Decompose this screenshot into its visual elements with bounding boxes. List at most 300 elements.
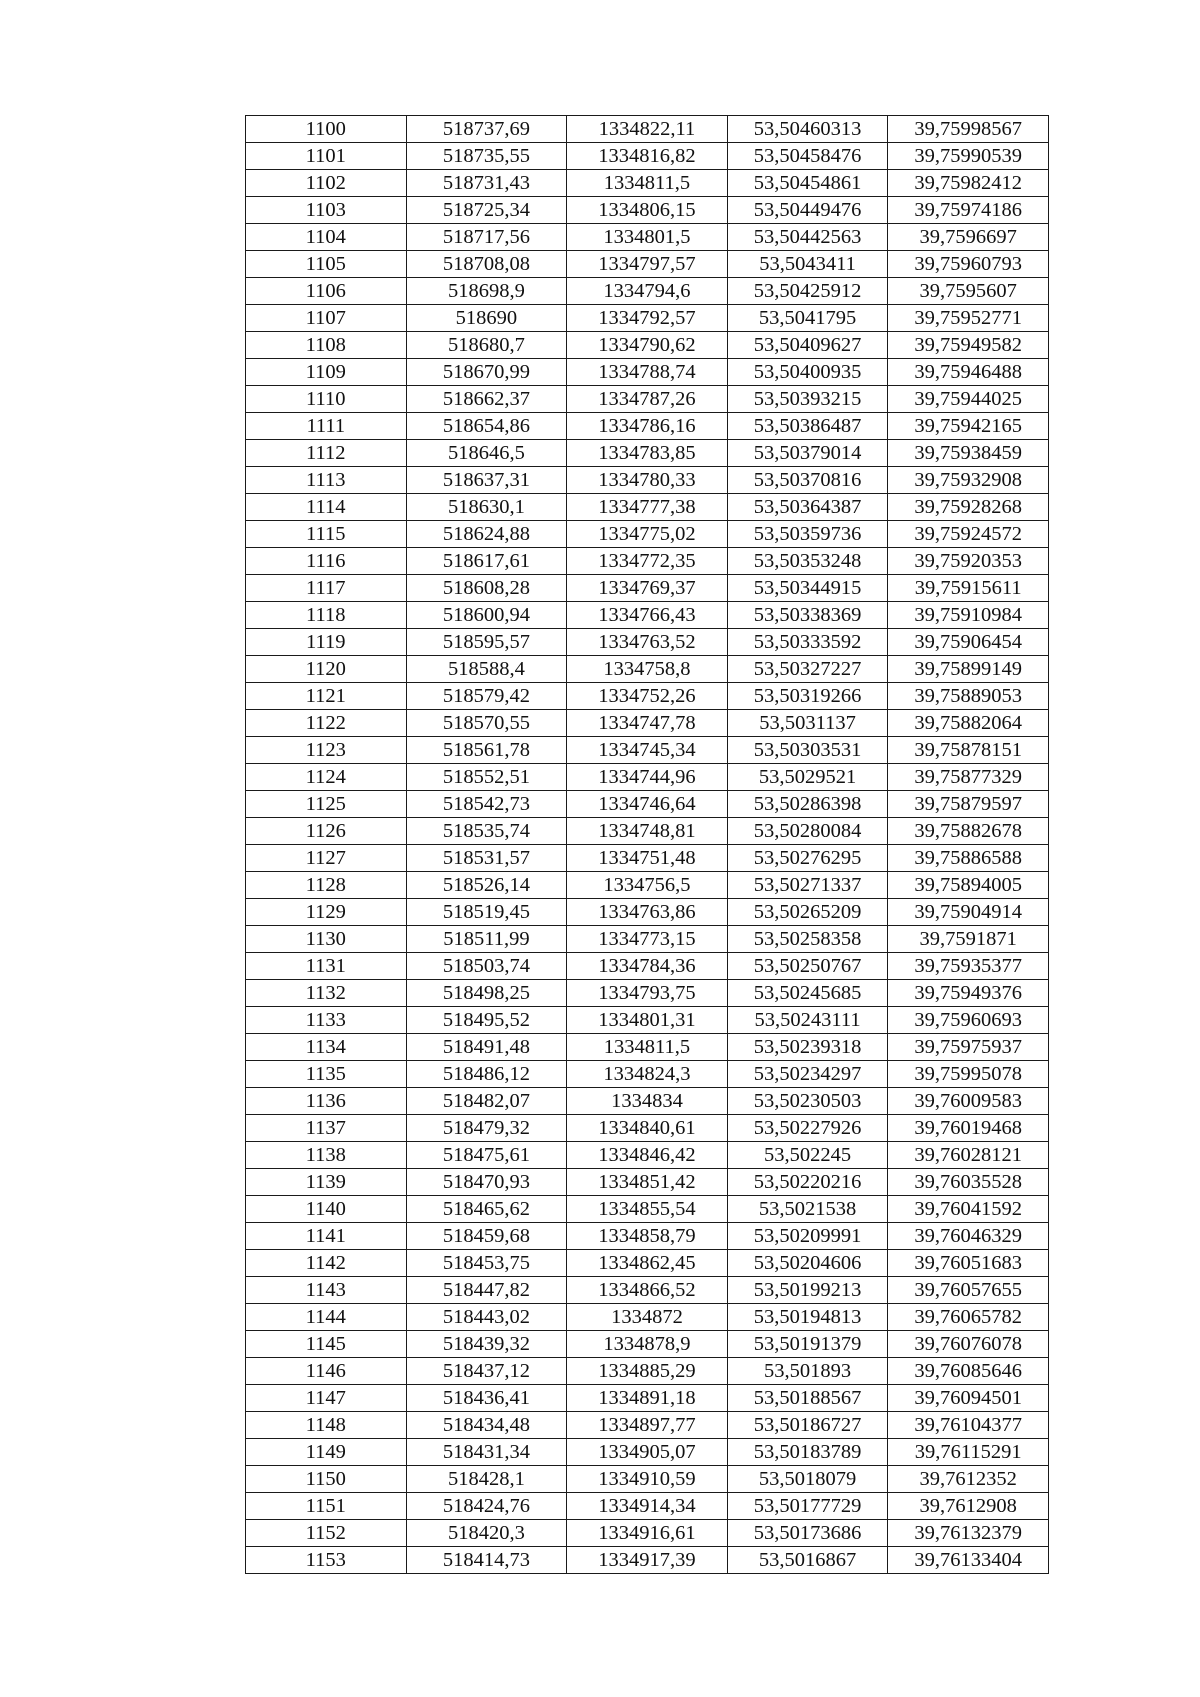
point-number-cell: 1106 [246, 278, 407, 305]
table-row [246, 1223, 1049, 1250]
latitude-cell: 53,50194813 [727, 1304, 888, 1331]
y-coordinate-cell: 1334780,33 [567, 467, 728, 494]
longitude-cell: 39,76041592 [888, 1196, 1049, 1223]
x-coordinate-cell: 518511,99 [406, 926, 567, 953]
x-coordinate-cell: 518662,37 [406, 386, 567, 413]
point-number-cell: 1141 [246, 1223, 407, 1250]
point-number-cell: 1147 [246, 1385, 407, 1412]
table-row [246, 1439, 1049, 1466]
y-coordinate-cell: 1334846,42 [567, 1142, 728, 1169]
y-coordinate-cell: 1334914,34 [567, 1493, 728, 1520]
x-coordinate-cell: 518690 [406, 305, 567, 332]
point-number-cell: 1151 [246, 1493, 407, 1520]
longitude-cell: 39,76051683 [888, 1250, 1049, 1277]
latitude-cell: 53,50425912 [727, 278, 888, 305]
longitude-cell: 39,75920353 [888, 548, 1049, 575]
x-coordinate-cell: 518470,93 [406, 1169, 567, 1196]
latitude-cell: 53,50319266 [727, 683, 888, 710]
x-coordinate-cell: 518437,12 [406, 1358, 567, 1385]
table-row [246, 1115, 1049, 1142]
y-coordinate-cell: 1334748,81 [567, 818, 728, 845]
longitude-cell: 39,75949376 [888, 980, 1049, 1007]
y-coordinate-cell: 1334885,29 [567, 1358, 728, 1385]
point-number-cell: 1145 [246, 1331, 407, 1358]
y-coordinate-cell: 1334840,61 [567, 1115, 728, 1142]
table-row [246, 224, 1049, 251]
table-row [246, 278, 1049, 305]
point-number-cell: 1102 [246, 170, 407, 197]
longitude-cell: 39,75904914 [888, 899, 1049, 926]
table-row [246, 1304, 1049, 1331]
latitude-cell: 53,50327227 [727, 656, 888, 683]
point-number-cell: 1107 [246, 305, 407, 332]
longitude-cell: 39,76085646 [888, 1358, 1049, 1385]
x-coordinate-cell: 518465,62 [406, 1196, 567, 1223]
latitude-cell: 53,50370816 [727, 467, 888, 494]
longitude-cell: 39,76115291 [888, 1439, 1049, 1466]
longitude-cell: 39,75886588 [888, 845, 1049, 872]
table-row [246, 332, 1049, 359]
latitude-cell: 53,50333592 [727, 629, 888, 656]
point-number-cell: 1109 [246, 359, 407, 386]
x-coordinate-cell: 518698,9 [406, 278, 567, 305]
table-row [246, 1088, 1049, 1115]
y-coordinate-cell: 1334746,64 [567, 791, 728, 818]
table-row [246, 629, 1049, 656]
longitude-cell: 39,7596697 [888, 224, 1049, 251]
table-row [246, 116, 1049, 143]
table-row [246, 710, 1049, 737]
x-coordinate-cell: 518439,32 [406, 1331, 567, 1358]
latitude-cell: 53,5041795 [727, 305, 888, 332]
table-row [246, 197, 1049, 224]
point-number-cell: 1111 [246, 413, 407, 440]
point-number-cell: 1113 [246, 467, 407, 494]
point-number-cell: 1153 [246, 1547, 407, 1574]
longitude-cell: 39,76019468 [888, 1115, 1049, 1142]
latitude-cell: 53,50458476 [727, 143, 888, 170]
latitude-cell: 53,50276295 [727, 845, 888, 872]
x-coordinate-cell: 518588,4 [406, 656, 567, 683]
y-coordinate-cell: 1334784,36 [567, 953, 728, 980]
x-coordinate-cell: 518495,52 [406, 1007, 567, 1034]
longitude-cell: 39,76133404 [888, 1547, 1049, 1574]
longitude-cell: 39,76104377 [888, 1412, 1049, 1439]
y-coordinate-cell: 1334811,5 [567, 170, 728, 197]
table-row [246, 1358, 1049, 1385]
y-coordinate-cell: 1334769,37 [567, 575, 728, 602]
y-coordinate-cell: 1334758,8 [567, 656, 728, 683]
x-coordinate-cell: 518420,3 [406, 1520, 567, 1547]
y-coordinate-cell: 1334744,96 [567, 764, 728, 791]
point-number-cell: 1108 [246, 332, 407, 359]
point-number-cell: 1142 [246, 1250, 407, 1277]
x-coordinate-cell: 518637,31 [406, 467, 567, 494]
x-coordinate-cell: 518630,1 [406, 494, 567, 521]
point-number-cell: 1140 [246, 1196, 407, 1223]
point-number-cell: 1123 [246, 737, 407, 764]
latitude-cell: 53,50409627 [727, 332, 888, 359]
longitude-cell: 39,75960793 [888, 251, 1049, 278]
latitude-cell: 53,50449476 [727, 197, 888, 224]
x-coordinate-cell: 518735,55 [406, 143, 567, 170]
y-coordinate-cell: 1334866,52 [567, 1277, 728, 1304]
longitude-cell: 39,75878151 [888, 737, 1049, 764]
longitude-cell: 39,76094501 [888, 1385, 1049, 1412]
latitude-cell: 53,50379014 [727, 440, 888, 467]
latitude-cell: 53,501893 [727, 1358, 888, 1385]
y-coordinate-cell: 1334787,26 [567, 386, 728, 413]
point-number-cell: 1129 [246, 899, 407, 926]
longitude-cell: 39,75942165 [888, 413, 1049, 440]
x-coordinate-cell: 518570,55 [406, 710, 567, 737]
longitude-cell: 39,75998567 [888, 116, 1049, 143]
x-coordinate-cell: 518646,5 [406, 440, 567, 467]
latitude-cell: 53,50271337 [727, 872, 888, 899]
point-number-cell: 1146 [246, 1358, 407, 1385]
table-row [246, 1250, 1049, 1277]
latitude-cell: 53,50280084 [727, 818, 888, 845]
y-coordinate-cell: 1334763,52 [567, 629, 728, 656]
latitude-cell: 53,50227926 [727, 1115, 888, 1142]
x-coordinate-cell: 518428,1 [406, 1466, 567, 1493]
x-coordinate-cell: 518680,7 [406, 332, 567, 359]
y-coordinate-cell: 1334806,15 [567, 197, 728, 224]
longitude-cell: 39,75894005 [888, 872, 1049, 899]
coordinates-table-body [246, 116, 1049, 1574]
y-coordinate-cell: 1334756,5 [567, 872, 728, 899]
longitude-cell: 39,75938459 [888, 440, 1049, 467]
table-row [246, 818, 1049, 845]
table-row [246, 1142, 1049, 1169]
x-coordinate-cell: 518542,73 [406, 791, 567, 818]
y-coordinate-cell: 1334772,35 [567, 548, 728, 575]
x-coordinate-cell: 518498,25 [406, 980, 567, 1007]
latitude-cell: 53,502245 [727, 1142, 888, 1169]
x-coordinate-cell: 518617,61 [406, 548, 567, 575]
latitude-cell: 53,5031137 [727, 710, 888, 737]
x-coordinate-cell: 518552,51 [406, 764, 567, 791]
latitude-cell: 53,50220216 [727, 1169, 888, 1196]
x-coordinate-cell: 518503,74 [406, 953, 567, 980]
x-coordinate-cell: 518725,34 [406, 197, 567, 224]
y-coordinate-cell: 1334917,39 [567, 1547, 728, 1574]
table-row [246, 980, 1049, 1007]
table-row [246, 1007, 1049, 1034]
y-coordinate-cell: 1334905,07 [567, 1439, 728, 1466]
longitude-cell: 39,75879597 [888, 791, 1049, 818]
y-coordinate-cell: 1334872 [567, 1304, 728, 1331]
latitude-cell: 53,50239318 [727, 1034, 888, 1061]
y-coordinate-cell: 1334862,45 [567, 1250, 728, 1277]
point-number-cell: 1150 [246, 1466, 407, 1493]
longitude-cell: 39,75882064 [888, 710, 1049, 737]
latitude-cell: 53,5029521 [727, 764, 888, 791]
longitude-cell: 39,7591871 [888, 926, 1049, 953]
point-number-cell: 1148 [246, 1412, 407, 1439]
point-number-cell: 1152 [246, 1520, 407, 1547]
y-coordinate-cell: 1334878,9 [567, 1331, 728, 1358]
x-coordinate-cell: 518731,43 [406, 170, 567, 197]
point-number-cell: 1136 [246, 1088, 407, 1115]
longitude-cell: 39,75915611 [888, 575, 1049, 602]
latitude-cell: 53,5016867 [727, 1547, 888, 1574]
y-coordinate-cell: 1334851,42 [567, 1169, 728, 1196]
y-coordinate-cell: 1334910,59 [567, 1466, 728, 1493]
longitude-cell: 39,75946488 [888, 359, 1049, 386]
latitude-cell: 53,50250767 [727, 953, 888, 980]
point-number-cell: 1119 [246, 629, 407, 656]
x-coordinate-cell: 518486,12 [406, 1061, 567, 1088]
table-row [246, 953, 1049, 980]
y-coordinate-cell: 1334801,31 [567, 1007, 728, 1034]
longitude-cell: 39,76009583 [888, 1088, 1049, 1115]
table-row [246, 899, 1049, 926]
table-row [246, 413, 1049, 440]
table-row [246, 170, 1049, 197]
table-row [246, 1412, 1049, 1439]
y-coordinate-cell: 1334763,86 [567, 899, 728, 926]
longitude-cell: 39,76076078 [888, 1331, 1049, 1358]
y-coordinate-cell: 1334786,16 [567, 413, 728, 440]
point-number-cell: 1122 [246, 710, 407, 737]
y-coordinate-cell: 1334801,5 [567, 224, 728, 251]
y-coordinate-cell: 1334916,61 [567, 1520, 728, 1547]
y-coordinate-cell: 1334794,6 [567, 278, 728, 305]
x-coordinate-cell: 518424,76 [406, 1493, 567, 1520]
y-coordinate-cell: 1334747,78 [567, 710, 728, 737]
table-row [246, 1196, 1049, 1223]
longitude-cell: 39,75975937 [888, 1034, 1049, 1061]
x-coordinate-cell: 518447,82 [406, 1277, 567, 1304]
latitude-cell: 53,50191379 [727, 1331, 888, 1358]
y-coordinate-cell: 1334792,57 [567, 305, 728, 332]
latitude-cell: 53,50364387 [727, 494, 888, 521]
latitude-cell: 53,50344915 [727, 575, 888, 602]
longitude-cell: 39,76065782 [888, 1304, 1049, 1331]
table-row [246, 1547, 1049, 1574]
point-number-cell: 1137 [246, 1115, 407, 1142]
x-coordinate-cell: 518717,56 [406, 224, 567, 251]
table-row [246, 1331, 1049, 1358]
y-coordinate-cell: 1334824,3 [567, 1061, 728, 1088]
table-row [246, 1169, 1049, 1196]
longitude-cell: 39,75928268 [888, 494, 1049, 521]
point-number-cell: 1134 [246, 1034, 407, 1061]
x-coordinate-cell: 518670,99 [406, 359, 567, 386]
longitude-cell: 39,76046329 [888, 1223, 1049, 1250]
point-number-cell: 1101 [246, 143, 407, 170]
point-number-cell: 1139 [246, 1169, 407, 1196]
latitude-cell: 53,50353248 [727, 548, 888, 575]
y-coordinate-cell: 1334811,5 [567, 1034, 728, 1061]
latitude-cell: 53,50204606 [727, 1250, 888, 1277]
table-row [246, 251, 1049, 278]
point-number-cell: 1118 [246, 602, 407, 629]
latitude-cell: 53,50454861 [727, 170, 888, 197]
table-row [246, 602, 1049, 629]
y-coordinate-cell: 1334793,75 [567, 980, 728, 1007]
longitude-cell: 39,75889053 [888, 683, 1049, 710]
x-coordinate-cell: 518608,28 [406, 575, 567, 602]
table-row [246, 926, 1049, 953]
y-coordinate-cell: 1334891,18 [567, 1385, 728, 1412]
point-number-cell: 1125 [246, 791, 407, 818]
y-coordinate-cell: 1334858,79 [567, 1223, 728, 1250]
y-coordinate-cell: 1334816,82 [567, 143, 728, 170]
y-coordinate-cell: 1334790,62 [567, 332, 728, 359]
longitude-cell: 39,76132379 [888, 1520, 1049, 1547]
latitude-cell: 53,50393215 [727, 386, 888, 413]
x-coordinate-cell: 518654,86 [406, 413, 567, 440]
x-coordinate-cell: 518526,14 [406, 872, 567, 899]
x-coordinate-cell: 518737,69 [406, 116, 567, 143]
y-coordinate-cell: 1334897,77 [567, 1412, 728, 1439]
table-row [246, 1493, 1049, 1520]
point-number-cell: 1124 [246, 764, 407, 791]
longitude-cell: 39,7612352 [888, 1466, 1049, 1493]
table-row [246, 1466, 1049, 1493]
x-coordinate-cell: 518459,68 [406, 1223, 567, 1250]
point-number-cell: 1149 [246, 1439, 407, 1466]
point-number-cell: 1132 [246, 980, 407, 1007]
x-coordinate-cell: 518535,74 [406, 818, 567, 845]
longitude-cell: 39,76035528 [888, 1169, 1049, 1196]
table-row [246, 683, 1049, 710]
table-row [246, 737, 1049, 764]
point-number-cell: 1143 [246, 1277, 407, 1304]
y-coordinate-cell: 1334766,43 [567, 602, 728, 629]
table-row [246, 548, 1049, 575]
y-coordinate-cell: 1334777,38 [567, 494, 728, 521]
longitude-cell: 39,76028121 [888, 1142, 1049, 1169]
y-coordinate-cell: 1334751,48 [567, 845, 728, 872]
table-row [246, 521, 1049, 548]
x-coordinate-cell: 518482,07 [406, 1088, 567, 1115]
longitude-cell: 39,75906454 [888, 629, 1049, 656]
y-coordinate-cell: 1334752,26 [567, 683, 728, 710]
longitude-cell: 39,75982412 [888, 170, 1049, 197]
x-coordinate-cell: 518579,42 [406, 683, 567, 710]
latitude-cell: 53,50199213 [727, 1277, 888, 1304]
y-coordinate-cell: 1334855,54 [567, 1196, 728, 1223]
point-number-cell: 1105 [246, 251, 407, 278]
latitude-cell: 53,50230503 [727, 1088, 888, 1115]
y-coordinate-cell: 1334834 [567, 1088, 728, 1115]
x-coordinate-cell: 518708,08 [406, 251, 567, 278]
latitude-cell: 53,50258358 [727, 926, 888, 953]
latitude-cell: 53,50186727 [727, 1412, 888, 1439]
point-number-cell: 1135 [246, 1061, 407, 1088]
point-number-cell: 1120 [246, 656, 407, 683]
point-number-cell: 1103 [246, 197, 407, 224]
y-coordinate-cell: 1334783,85 [567, 440, 728, 467]
y-coordinate-cell: 1334775,02 [567, 521, 728, 548]
longitude-cell: 39,7612908 [888, 1493, 1049, 1520]
x-coordinate-cell: 518475,61 [406, 1142, 567, 1169]
x-coordinate-cell: 518434,48 [406, 1412, 567, 1439]
x-coordinate-cell: 518414,73 [406, 1547, 567, 1574]
x-coordinate-cell: 518600,94 [406, 602, 567, 629]
longitude-cell: 39,75944025 [888, 386, 1049, 413]
y-coordinate-cell: 1334797,57 [567, 251, 728, 278]
x-coordinate-cell: 518595,57 [406, 629, 567, 656]
longitude-cell: 39,75877329 [888, 764, 1049, 791]
longitude-cell: 39,75882678 [888, 818, 1049, 845]
latitude-cell: 53,50243111 [727, 1007, 888, 1034]
x-coordinate-cell: 518491,48 [406, 1034, 567, 1061]
point-number-cell: 1144 [246, 1304, 407, 1331]
point-number-cell: 1114 [246, 494, 407, 521]
y-coordinate-cell: 1334822,11 [567, 116, 728, 143]
x-coordinate-cell: 518479,32 [406, 1115, 567, 1142]
latitude-cell: 53,50338369 [727, 602, 888, 629]
latitude-cell: 53,50245685 [727, 980, 888, 1007]
table-row [246, 575, 1049, 602]
table-row [246, 1061, 1049, 1088]
latitude-cell: 53,50442563 [727, 224, 888, 251]
table-row [246, 1385, 1049, 1412]
y-coordinate-cell: 1334773,15 [567, 926, 728, 953]
table-row [246, 440, 1049, 467]
latitude-cell: 53,50359736 [727, 521, 888, 548]
latitude-cell: 53,50209991 [727, 1223, 888, 1250]
x-coordinate-cell: 518453,75 [406, 1250, 567, 1277]
longitude-cell: 39,75960693 [888, 1007, 1049, 1034]
latitude-cell: 53,50400935 [727, 359, 888, 386]
longitude-cell: 39,75935377 [888, 953, 1049, 980]
longitude-cell: 39,7595607 [888, 278, 1049, 305]
point-number-cell: 1128 [246, 872, 407, 899]
table-row [246, 143, 1049, 170]
point-number-cell: 1130 [246, 926, 407, 953]
table-row [246, 386, 1049, 413]
table-row [246, 359, 1049, 386]
latitude-cell: 53,50386487 [727, 413, 888, 440]
table-row [246, 845, 1049, 872]
x-coordinate-cell: 518436,41 [406, 1385, 567, 1412]
point-number-cell: 1116 [246, 548, 407, 575]
latitude-cell: 53,50303531 [727, 737, 888, 764]
table-row [246, 656, 1049, 683]
x-coordinate-cell: 518443,02 [406, 1304, 567, 1331]
latitude-cell: 53,50265209 [727, 899, 888, 926]
table-row [246, 791, 1049, 818]
longitude-cell: 39,75990539 [888, 143, 1049, 170]
point-number-cell: 1110 [246, 386, 407, 413]
point-number-cell: 1126 [246, 818, 407, 845]
point-number-cell: 1131 [246, 953, 407, 980]
longitude-cell: 39,75995078 [888, 1061, 1049, 1088]
latitude-cell: 53,50173686 [727, 1520, 888, 1547]
table-row [246, 1520, 1049, 1547]
latitude-cell: 53,50234297 [727, 1061, 888, 1088]
latitude-cell: 53,50183789 [727, 1439, 888, 1466]
latitude-cell: 53,50460313 [727, 116, 888, 143]
longitude-cell: 39,75910984 [888, 602, 1049, 629]
point-number-cell: 1115 [246, 521, 407, 548]
point-number-cell: 1133 [246, 1007, 407, 1034]
latitude-cell: 53,50177729 [727, 1493, 888, 1520]
longitude-cell: 39,75949582 [888, 332, 1049, 359]
table-row [246, 1277, 1049, 1304]
longitude-cell: 39,76057655 [888, 1277, 1049, 1304]
x-coordinate-cell: 518531,57 [406, 845, 567, 872]
table-row [246, 305, 1049, 332]
y-coordinate-cell: 1334788,74 [567, 359, 728, 386]
latitude-cell: 53,50286398 [727, 791, 888, 818]
longitude-cell: 39,75974186 [888, 197, 1049, 224]
